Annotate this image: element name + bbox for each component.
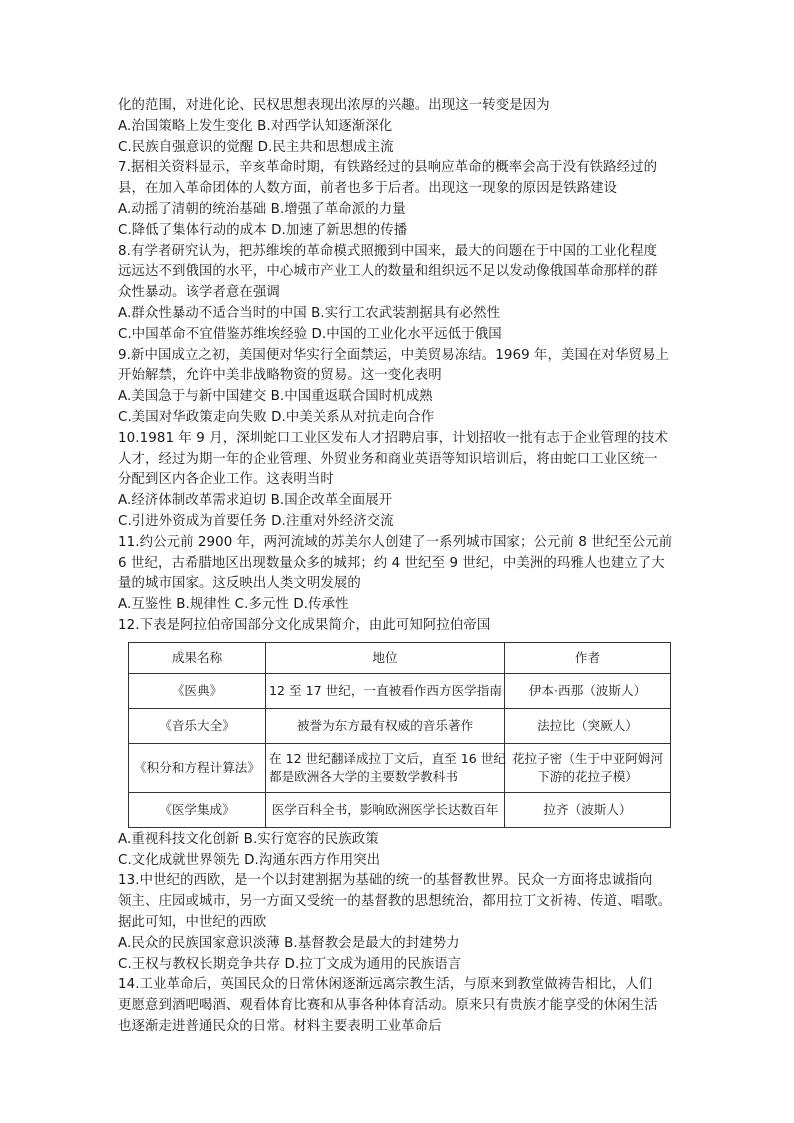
cell-name: 《医学集成》 [129,792,266,827]
question-text-top [118,96,678,637]
text-line: 开始解禁，允许中美非战略物资的贸易。这一变化表明 [118,368,442,384]
cell-author [505,743,671,792]
text-line: A.治国策略上发生变化 B.对西学认知逐渐深化 [118,118,393,134]
arab-culture-table [128,642,671,828]
cell-author-line: 拉齐（波斯人） [543,801,632,817]
text-line: C.王权与教权长期竞争共存 D.拉丁文成为通用的民族语言 [118,956,462,972]
text-line: 远远达不到俄国的水平，中心城市产业工人的数量和组织远不足以发动像俄国革命那样的群 [118,264,658,280]
cell-position [266,708,505,743]
text-line: 14.工业革命后，英国民众的日常休闲逐渐远离宗教生活，与原来到教堂做祷告相比，人们 [118,977,653,993]
cell-name: 《积分和方程计算法》 [129,743,266,792]
cell-name: 《音乐大全》 [129,708,266,743]
table-row [129,792,671,827]
text-line: 据此可知，中世纪的西欧 [118,914,267,930]
text-line: C.民族自强意识的觉醒 D.民主共和思想成主流 [118,139,394,155]
text-line: 领主、庄园或城市，另一方面又受统一的基督教的思想统治，都用拉丁文祈祷、传道、唱歌。 [118,894,672,910]
cell-author [505,673,671,708]
exam-page [118,96,678,1038]
table-header-row [129,642,671,673]
text-line: 县，在加入革命团体的人数方面，前者也多于后者。出现这一现象的原因是铁路建设 [118,181,618,197]
table-row [129,743,671,792]
text-line: 8.有学者研究认为，把苏维埃的革命模式照搬到中国来，最大的问题在于中国的工业化程度 [118,243,658,259]
text-line: C.美国对华政策走向失败 D.中美关系从对抗走向合作 [118,409,435,425]
cell-position [266,743,505,792]
header-position: 地位 [266,642,505,673]
text-line: A.经济体制改革需求迫切 B.国企改革全面展开 [118,493,393,509]
text-line: C.降低了集体行动的成本 D.加速了新思想的传播 [118,222,408,238]
header-author: 作者 [505,642,671,673]
text-line: A.动摇了清朝的统治基础 B.增强了革命派的力量 [118,201,406,217]
text-line: 量的城市国家。这反映出人类文明发展的 [118,576,361,592]
cell-position-line: 12 至 17 世纪，一直被看作西方医学指南 [269,682,502,698]
text-line: 人才，经过为期一年的企业管理、外贸业务和商业英语等知识培训后，将由蛇口工业区统一 [118,451,658,467]
table-row [129,708,671,743]
text-line: 10.1981 年 9 月，深圳蛇口工业区发布人才招聘启事，计划招收一批有志于企业管理的技术 [118,430,668,446]
text-line: C.中国革命不宜借鉴苏维埃经验 D.中国的工业化水平远低于俄国 [118,326,502,342]
cell-author-line: 伊本·西那（波斯人） [528,682,647,698]
text-line: C.引进外资成为首要任务 D.注重对外经济交流 [118,513,394,529]
text-line: 12.下表是阿拉伯帝国部分文化成果简介，由此可知阿拉伯帝国 [118,617,491,633]
text-line: A.互鉴性 B.规律性 C.多元性 D.传承性 [118,597,349,613]
cell-name: 《医典》 [129,673,266,708]
text-line: 13.中世纪的西欧，是一个以封建割据为基础的统一的基督教世界。民众一方面将忠诚指向 [118,873,653,889]
text-line: 11.约公元前 2900 年，两河流域的苏美尔人创建了一系列城市国家；公元前 8 世纪至公元前 [118,534,673,550]
text-line: 9.新中国成立之初，美国便对华实行全面禁运，中美贸易冻结。1969 年，美国在对华贸易上 [118,347,669,363]
text-line: C.文化成就世界领先 D.沟通东西方作用突出 [118,852,381,868]
table-row [129,673,671,708]
header-name: 成果名称 [129,642,266,673]
text-line: 众性暴动。该学者意在强调 [118,285,280,301]
text-line: A.群众性暴动不适合当时的中国 B.实行工农武装割据具有必然性 [118,305,501,321]
cell-position [266,792,505,827]
cell-position-line: 医学百科全书，影响欧洲医学长达数百年 [271,801,499,817]
cell-author [505,792,671,827]
text-line: 6 世纪，古希腊地区出现数量众多的城邦；约 4 世纪至 9 世纪，中美洲的玛雅人也建立了大 [118,555,665,571]
text-line: 也逐渐走进普通民众的日常。材料主要表明工业革命后 [118,1018,442,1034]
cell-author-line: 法拉比（突厥人） [537,717,638,733]
cell-author [505,708,671,743]
text-line: A.重视科技文化创新 B.实行宽容的民族政策 [118,831,379,847]
cell-position [266,673,505,708]
cell-position-line: 被誉为东方最有权威的音乐著作 [296,717,474,733]
cell-position-line: 都是欧洲各大学的主要数学教科书 [269,768,458,784]
text-line: 7.据相关资料显示，辛亥革命时期，有铁路经过的县响应革命的概率会高于没有铁路经过的 [118,160,658,176]
cell-position-line: 在 12 世纪翻译成拉丁文后，直至 16 世纪 [269,750,506,766]
question-text-bottom [118,830,678,1038]
text-line: 更愿意到酒吧喝酒、观看体育比赛和从事各种体育活动。原来只有贵族才能享受的休闲生活 [118,998,658,1014]
cell-author-line: 花拉子密（生于中亚阿姆河 [511,750,664,766]
text-line: A.美国急于与新中国建交 B.中国重返联合国时机成熟 [118,389,433,405]
text-line: A.民众的民族国家意识淡薄 B.基督教会是最大的封建势力 [118,935,460,951]
text-line: 分配到区内各企业工作。这表明当时 [118,472,334,488]
text-line: 化的范围，对进化论、民权思想表现出浓厚的兴趣。出现这一转变是因为 [118,98,550,113]
cell-author-line: 下游的花拉子模） [537,768,638,784]
